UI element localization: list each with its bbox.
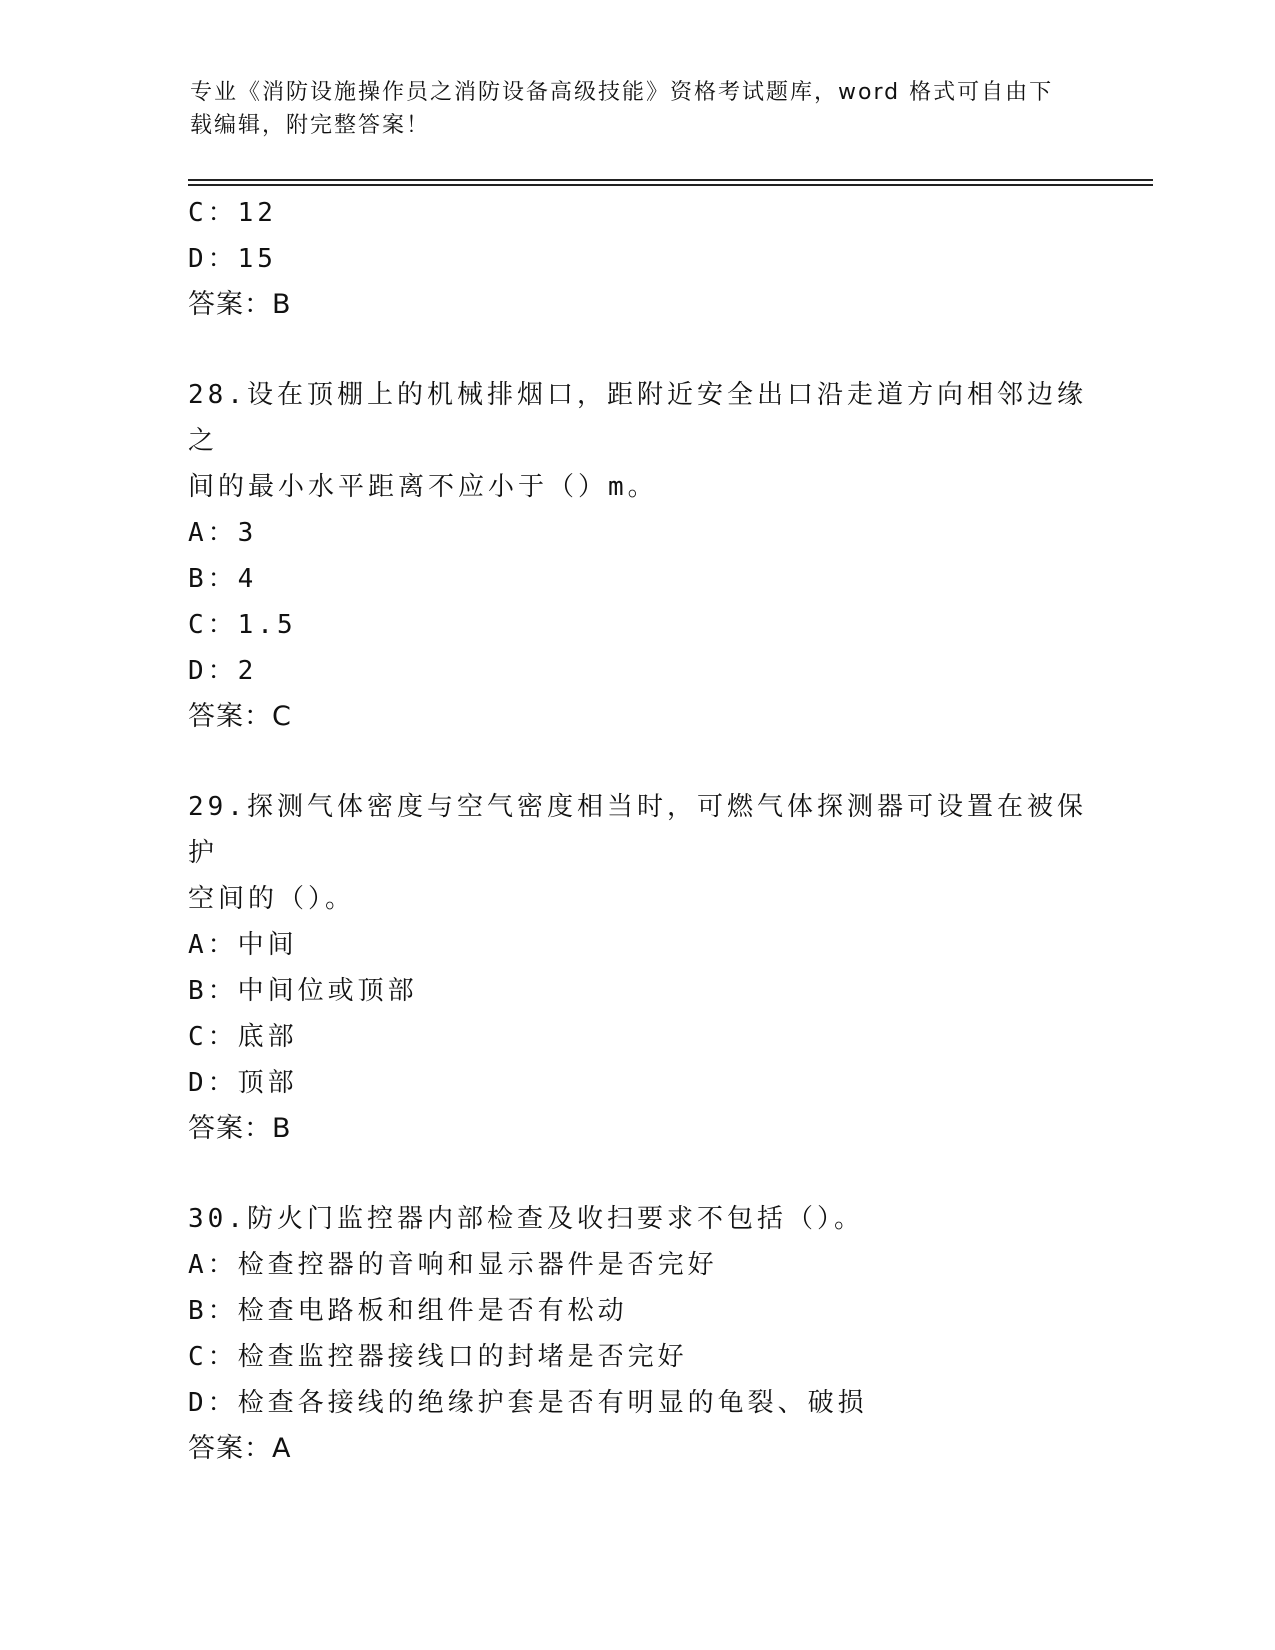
option-b: B：4 [188, 564, 258, 594]
option-c: C：检查监控器接线口的封堵是否完好 [188, 1342, 688, 1372]
page-header [190, 76, 1080, 142]
document-body [188, 190, 1088, 1472]
option-c: C：底部 [188, 1022, 298, 1052]
option-a: A：中间 [188, 930, 298, 960]
option-a: A：3 [188, 518, 258, 548]
answer-line: 答案：C [188, 701, 292, 732]
option-a: A：检查控器的音响和显示器件是否完好 [188, 1250, 718, 1280]
option-d: D：15 [188, 244, 277, 274]
question-stem-line: 空间的（）。 [188, 884, 356, 914]
answer-line: 答案：A [188, 1433, 292, 1464]
spacer [188, 1152, 1088, 1196]
question-29 [188, 784, 1088, 1152]
header-line-1: 专业《消防设施操作员之消防设备高级技能》资格考试题库，word 格式可自由下 [190, 80, 1054, 105]
spacer [188, 328, 1088, 372]
option-d: D：顶部 [188, 1068, 298, 1098]
header-divider-top [188, 179, 1153, 181]
spacer [188, 740, 1088, 784]
header-line-2: 载编辑，附完整答案！ [190, 113, 431, 138]
question-stem-line: 30.防火门监控器内部检查及收扫要求不包括（）。 [188, 1204, 864, 1234]
question-30 [188, 1196, 1088, 1472]
previous-question-tail [188, 190, 1088, 328]
option-c: C：1.5 [188, 610, 297, 640]
header-divider-bottom [188, 184, 1153, 186]
option-c: C：12 [188, 198, 277, 228]
question-stem-line: 29.探测气体密度与空气密度相当时，可燃气体探测器可设置在被保护 [188, 792, 1087, 868]
question-stem-line: 间的最小水平距离不应小于（）m。 [188, 472, 658, 502]
option-b: B：中间位或顶部 [188, 976, 418, 1006]
option-d: D：2 [188, 656, 258, 686]
option-d: D：检查各接线的绝缘护套是否有明显的龟裂、破损 [188, 1388, 868, 1418]
answer-line: 答案：B [188, 289, 292, 320]
answer-line: 答案：B [188, 1113, 292, 1144]
question-stem-line: 28.设在顶棚上的机械排烟口，距附近安全出口沿走道方向相邻边缘之 [188, 380, 1087, 456]
question-28 [188, 372, 1088, 740]
option-b: B：检查电路板和组件是否有松动 [188, 1296, 628, 1326]
